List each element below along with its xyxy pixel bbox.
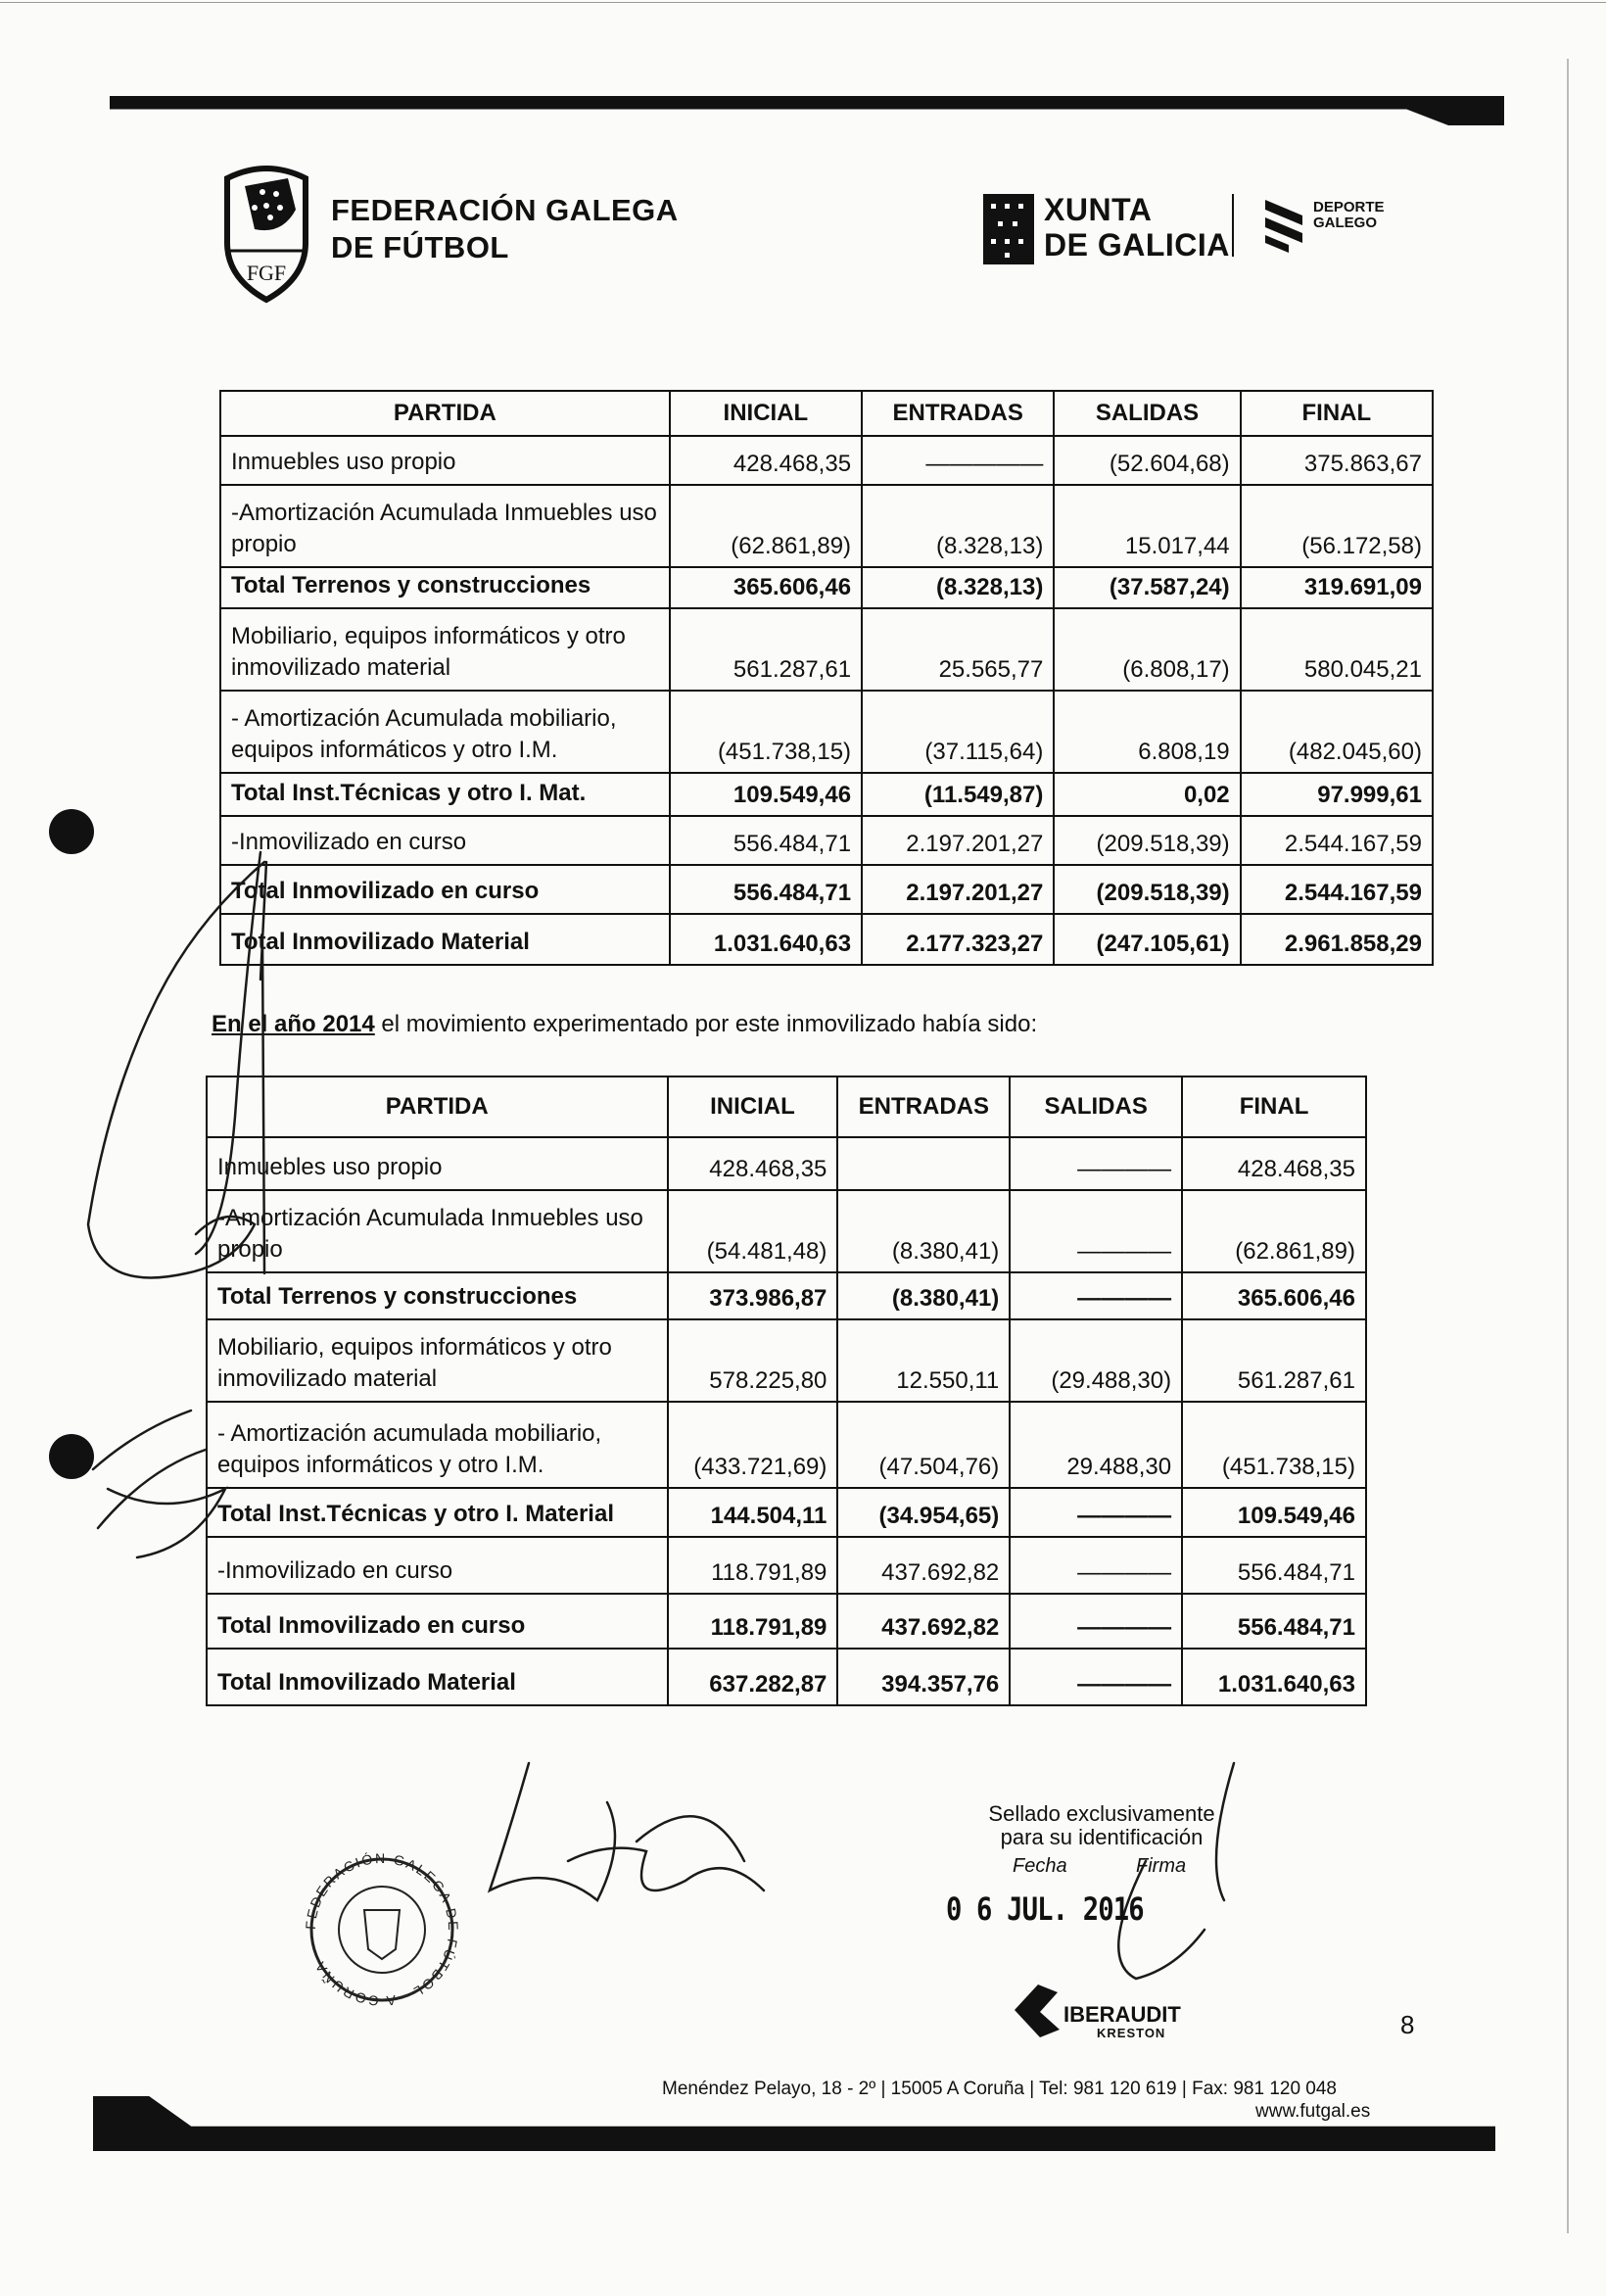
deporte-line2: GALEGO xyxy=(1313,215,1378,231)
cell-entradas: 2.197.201,27 xyxy=(862,865,1054,914)
footer-website: www.futgal.es xyxy=(1255,2101,1371,2122)
auditor-sub: KRESTON xyxy=(1097,2026,1166,2040)
fgf-round-seal-icon xyxy=(303,1850,461,2009)
cell-partida: -Amortización Acumulada Inmuebles uso propio xyxy=(207,1190,668,1272)
cell-final: 109.549,46 xyxy=(1182,1488,1366,1537)
cell-salidas: (247.105,61) xyxy=(1054,914,1240,965)
cell-partida: Total Inmovilizado Material xyxy=(207,1649,668,1705)
table-2014-body xyxy=(207,1076,1366,1705)
cell-entradas: (37.115,64) xyxy=(862,691,1054,773)
cell-final: 2.961.858,29 xyxy=(1241,914,1433,965)
fgf-name-line1: FEDERACIÓN GALEGA xyxy=(331,193,679,227)
cell-inicial: 428.468,35 xyxy=(668,1137,838,1190)
cell-salidas: ———— xyxy=(1010,1137,1182,1190)
table-row xyxy=(220,865,1433,914)
cell-entradas: (8.380,41) xyxy=(837,1190,1010,1272)
cell-inicial: 118.791,89 xyxy=(668,1537,838,1594)
cell-partida: Total Inmovilizado Material xyxy=(220,914,670,965)
cell-salidas: ———— xyxy=(1010,1594,1182,1649)
cell-entradas: (8.380,41) xyxy=(837,1272,1010,1319)
cell-entradas: 12.550,11 xyxy=(837,1319,1010,1402)
cell-partida: Inmuebles uso propio xyxy=(220,436,670,485)
table-row xyxy=(220,436,1433,485)
cell-partida: Total Inmovilizado en curso xyxy=(220,865,670,914)
cell-inicial: 109.549,46 xyxy=(670,773,862,816)
cell-partida: - Amortización Acumulada mobiliario, equipos informáticos y otro I.M. xyxy=(220,691,670,773)
cell-final: 375.863,67 xyxy=(1241,436,1433,485)
table-row xyxy=(207,1137,1366,1190)
cell-salidas: ———— xyxy=(1010,1649,1182,1705)
cell-inicial: 118.791,89 xyxy=(668,1594,838,1649)
cell-entradas: 437.692,82 xyxy=(837,1594,1010,1649)
column-header-final: FINAL xyxy=(1241,391,1433,436)
auditor-name: IBERAUDIT xyxy=(1063,2002,1181,2027)
cell-entradas: (8.328,13) xyxy=(862,485,1054,567)
table-row xyxy=(207,1402,1366,1488)
cell-final: (451.738,15) xyxy=(1182,1402,1366,1488)
column-header-salidas: SALIDAS xyxy=(1054,391,1240,436)
cell-partida: Total Inst.Técnicas y otro I. Mat. xyxy=(220,773,670,816)
header-divider xyxy=(1232,194,1234,257)
table-2014-movements xyxy=(206,1076,1367,1706)
cell-salidas: ———— xyxy=(1010,1537,1182,1594)
cell-inicial: 428.468,35 xyxy=(670,436,862,485)
column-header-final: FINAL xyxy=(1182,1076,1366,1137)
firma-label: Firma xyxy=(1136,1855,1187,1877)
table-row xyxy=(220,567,1433,608)
cell-salidas: (209.518,39) xyxy=(1054,816,1240,865)
top-edge-line xyxy=(0,2,1606,3)
cell-inicial: (62.861,89) xyxy=(670,485,862,567)
table-2015-body xyxy=(220,391,1433,965)
cell-partida: Inmuebles uso propio xyxy=(207,1137,668,1190)
cell-partida: -Amortización Acumulada Inmuebles uso propio xyxy=(220,485,670,567)
cell-inicial: (433.721,69) xyxy=(668,1402,838,1488)
cell-partida: Total Terrenos y construcciones xyxy=(220,567,670,608)
cell-entradas: ————— xyxy=(862,436,1054,485)
cell-entradas: (8.328,13) xyxy=(862,567,1054,608)
intro-2014-rest: el movimiento experimentado por este inmovilizado había sido: xyxy=(374,1011,1038,1037)
xunta-line2: DE GALICIA xyxy=(1044,227,1230,263)
cell-partida: Total Terrenos y construcciones xyxy=(207,1272,668,1319)
table-row xyxy=(220,485,1433,567)
cell-final: (482.045,60) xyxy=(1241,691,1433,773)
cell-final: 556.484,71 xyxy=(1182,1594,1366,1649)
table-row xyxy=(207,1537,1366,1594)
column-header-inicial: INICIAL xyxy=(670,391,862,436)
table-row xyxy=(220,773,1433,816)
cell-salidas: (29.488,30) xyxy=(1010,1319,1182,1402)
cell-salidas: 0,02 xyxy=(1054,773,1240,816)
table-row xyxy=(207,1272,1366,1319)
table-2015-movements xyxy=(219,390,1434,966)
cell-inicial: 556.484,71 xyxy=(670,816,862,865)
stamp-date: 0 6 JUL. 2016 xyxy=(946,1890,1144,1928)
cell-final: 2.544.167,59 xyxy=(1241,865,1433,914)
cell-final: 365.606,46 xyxy=(1182,1272,1366,1319)
cell-inicial: 373.986,87 xyxy=(668,1272,838,1319)
table-row xyxy=(207,1319,1366,1402)
table-row xyxy=(220,608,1433,691)
cell-final: 2.544.167,59 xyxy=(1241,816,1433,865)
cell-final: 561.287,61 xyxy=(1182,1319,1366,1402)
column-header-salidas: SALIDAS xyxy=(1010,1076,1182,1137)
cell-inicial: (451.738,15) xyxy=(670,691,862,773)
cell-entradas: 394.357,76 xyxy=(837,1649,1010,1705)
page-number: 8 xyxy=(1400,2010,1415,2039)
cell-entradas: 2.177.323,27 xyxy=(862,914,1054,965)
column-header-inicial: INICIAL xyxy=(668,1076,838,1137)
column-header-partida: PARTIDA xyxy=(220,391,670,436)
table-row xyxy=(207,1488,1366,1537)
fgf-monogram: FGF xyxy=(246,261,287,285)
fgf-shield-icon xyxy=(215,157,318,304)
page-edge-rule xyxy=(1567,59,1569,2233)
table-header-row xyxy=(207,1076,1366,1137)
cell-inicial: 1.031.640,63 xyxy=(670,914,862,965)
seal-text: FEDERACIÓN GALEGA DE FÚTBOL · A CORUÑA · xyxy=(302,1849,462,2010)
cell-partida: Mobiliario, equipos informáticos y otro inmovilizado material xyxy=(207,1319,668,1402)
cell-partida: Total Inst.Técnicas y otro I. Material xyxy=(207,1488,668,1537)
xunta-name xyxy=(1044,192,1230,263)
cell-salidas: (52.604,68) xyxy=(1054,436,1240,485)
svg-text:FEDERACIÓN GALEGA DE FÚTBOL · xyxy=(303,1850,461,2009)
cell-entradas: 2.197.201,27 xyxy=(862,816,1054,865)
cell-salidas: ———— xyxy=(1010,1488,1182,1537)
cell-entradas: (34.954,65) xyxy=(837,1488,1010,1537)
cell-partida: Mobiliario, equipos informáticos y otro inmovilizado material xyxy=(220,608,670,691)
table-row xyxy=(207,1190,1366,1272)
cell-salidas: (37.587,24) xyxy=(1054,567,1240,608)
cell-inicial: 637.282,87 xyxy=(668,1649,838,1705)
fecha-label: Fecha xyxy=(1013,1855,1067,1877)
cell-final: 97.999,61 xyxy=(1241,773,1433,816)
punch-hole-top xyxy=(49,809,94,854)
sellado-line1: Sellado exclusivamente xyxy=(988,1801,1215,1826)
table-row xyxy=(220,816,1433,865)
deporte-line1: DEPORTE xyxy=(1313,199,1385,215)
cell-salidas: (6.808,17) xyxy=(1054,608,1240,691)
cell-partida: Total Inmovilizado en curso xyxy=(207,1594,668,1649)
column-header-entradas: ENTRADAS xyxy=(862,391,1054,436)
cell-final: 428.468,35 xyxy=(1182,1137,1366,1190)
xunta-emblem-icon xyxy=(983,194,1034,264)
cell-final: 1.031.640,63 xyxy=(1182,1649,1366,1705)
cell-entradas: 25.565,77 xyxy=(862,608,1054,691)
cell-salidas: 29.488,30 xyxy=(1010,1402,1182,1488)
cell-inicial: 365.606,46 xyxy=(670,567,862,608)
cell-inicial: 556.484,71 xyxy=(670,865,862,914)
cell-entradas: (47.504,76) xyxy=(837,1402,1010,1488)
cell-inicial: 578.225,80 xyxy=(668,1319,838,1402)
cell-salidas: 15.017,44 xyxy=(1054,485,1240,567)
iberaudit-logo-icon xyxy=(1015,1985,1060,2037)
footer-address: Menéndez Pelayo, 18 - 2º | 15005 A Coruña | Tel: 981 120 619 | Fax: 981 120 048 xyxy=(662,2079,1338,2099)
cell-final: (62.861,89) xyxy=(1182,1190,1366,1272)
sellado-stamp xyxy=(979,1802,1224,1849)
cell-salidas: 6.808,19 xyxy=(1054,691,1240,773)
deporte-galego-icon xyxy=(1259,196,1308,255)
table-header-row xyxy=(220,391,1433,436)
cell-final: 319.691,09 xyxy=(1241,567,1433,608)
column-header-entradas: ENTRADAS xyxy=(837,1076,1010,1137)
header-bar xyxy=(110,96,1504,125)
table-row xyxy=(220,914,1433,965)
cell-salidas: (209.518,39) xyxy=(1054,865,1240,914)
cell-final: 556.484,71 xyxy=(1182,1537,1366,1594)
table-row xyxy=(207,1594,1366,1649)
punch-hole-bottom xyxy=(49,1434,94,1479)
cell-partida: -Inmovilizado en curso xyxy=(220,816,670,865)
table-row xyxy=(220,691,1433,773)
cell-entradas: 437.692,82 xyxy=(837,1537,1010,1594)
fgf-name xyxy=(331,192,679,266)
deporte-name xyxy=(1313,200,1385,231)
cell-salidas: ———— xyxy=(1010,1190,1182,1272)
cell-final: 580.045,21 xyxy=(1241,608,1433,691)
table-row xyxy=(207,1649,1366,1705)
cell-partida: - Amortización acumulada mobiliario, equipos informáticos y otro I.M. xyxy=(207,1402,668,1488)
column-header-partida: PARTIDA xyxy=(207,1076,668,1137)
cell-entradas xyxy=(837,1137,1010,1190)
fgf-name-line2: DE FÚTBOL xyxy=(331,230,509,264)
xunta-line1: XUNTA xyxy=(1044,192,1153,227)
sellado-line2: para su identificación xyxy=(1000,1825,1204,1849)
cell-inicial: (54.481,48) xyxy=(668,1190,838,1272)
intro-2014-emph: En el año 2014 xyxy=(212,1011,375,1037)
cell-salidas: ———— xyxy=(1010,1272,1182,1319)
cell-entradas: (11.549,87) xyxy=(862,773,1054,816)
intro-2014-text xyxy=(212,1011,1037,1038)
cell-inicial: 561.287,61 xyxy=(670,608,862,691)
cell-final: (56.172,58) xyxy=(1241,485,1433,567)
cell-partida: -Inmovilizado en curso xyxy=(207,1537,668,1594)
cell-inicial: 144.504,11 xyxy=(668,1488,838,1537)
